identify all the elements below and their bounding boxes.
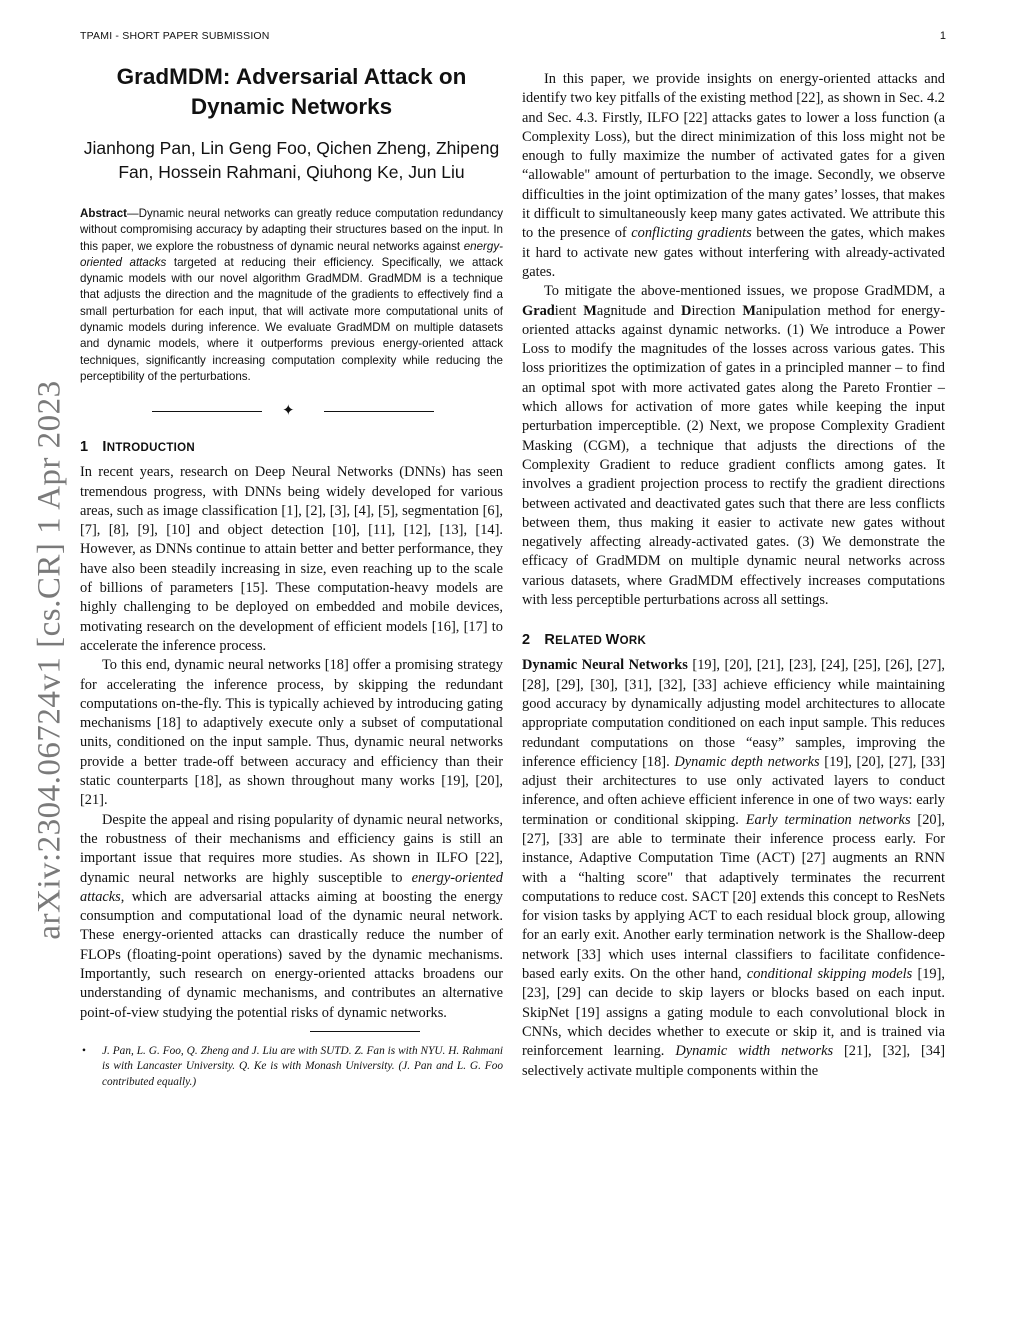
section-heading-introduction: 1 INTRODUCTION — [80, 439, 195, 456]
intro-paragraph-1: In recent years, research on Deep Neural Networks (DNNs) has seen tremendous progress, with DNNs being widely developed for various areas, such as image classification [1], [2], [3], [4], [5], segmentation [6], [7], [8], [9], [10] and object detection [10], [11], [12], [13], [14]. However, as DNNs continue to attain better and better performance, they have also been steadily increasing in size, even reaching up to the scale of billions of parameters [15]. These computation-heavy models are highly challenging to be deployed on embedded and mobile devices, motivating research on the development of efficient models [16], [17] to accelerate the inference process. — [80, 464, 503, 654]
arxiv-stamp — [20, 360, 80, 960]
abstract: Abstract—Dynamic neural networks can greatly reduce computation redundancy without compromising accuracy by adapting their structures based on the input. In this paper, we explore the robustness of dynamic neural networks against energy-oriented attacks targeted at reducing their efficiency. Specifically, we attack dynamic models with our novel algorithm GradMDM. GradMDM is a technique that adjusts the direction and the magnitude of the gradients to effectively find a small perturbation for each input, that will activate more computational units of dynamic models during inference. We evaluate GradMDM on multiple datasets and dynamic models, where it outperforms previous energy-oriented attack techniques, significantly increasing computation complexity while reducing the perceptibility of the perturbations. — [80, 207, 503, 383]
abstract-label: Abstract — [80, 207, 128, 220]
abstract-divider — [80, 401, 503, 421]
affiliation-footnote: • J. Pan, L. G. Foo, Q. Zheng and J. Liu are with SUTD. Z. Fan is with NYU. H. Rahmani is with Lancaster University. Q. Ke is with Monash University. (J. Pan and L. G. Foo contributed equally.) — [82, 1044, 503, 1088]
page-number: 1 — [939, 30, 946, 42]
divider-line-right — [324, 411, 434, 412]
intro-paragraph-4: In this paper, we provide insights on energy-oriented attacks and identify two key pitfalls of the existing method [22], as shown in Sec. 4.2 and Sec. 4.3. Firstly, ILFO [22] attacks gates to lower a loss function (a Complexity Loss), but the direct minimization of this loss might not be enough to fully maximize the number of activated gates for a given “allowable" amount of perturbation to the image. Secondly, we observe difficulties in the joint optimization of the many gates’ losses, that makes it difficult to simultaneously keep many gates activated. We attribute this to the presence of conflicting gradients between the gates, which makes it hard to activate new gates without interfering with already-activated gates. — [522, 71, 945, 280]
divider-star-icon: ✦ — [282, 401, 295, 420]
related-work-lead: Dynamic Neural Networks — [522, 657, 688, 674]
intro-paragraph-5: To mitigate the above-mentioned issues, we propose GradMDM, a Gradient Magnitude and Direction Manipulation method for energy-oriented attacks against dynamic networks. (1) We introduce a Power Loss to modify the magnitudes of the losses across various gates. This loss prioritizes the optimization of gates in a principled manner – to find an optimal spot with more activated gates along the Pareto Frontier – which allows for activation of more gates while keeping the input perturbation imperceptible. (2) Next, we propose Complexity Gradient Masking (CGM), a technique that adjusts the directions of the Complexity Gradient to reduce gradient conflicts among gates. It involves a gradient projection process to rectify the gradient directions between activated and deactivated gates such that there are less conflicts between them, thus making it easier to activate new gates without negatively affecting already-activated gates. (3) We demonstrate the efficacy of GradMDM on multiple dynamic neural networks across various datasets, where GradMDM effectively increases computations with less perceptible perturbations across all settings. — [522, 283, 946, 609]
intro-paragraph-2: To this end, dynamic neural networks [18] offer a promising strategy for accelerating the inference process, by skipping the redundant computations on-the-fly. This is typically achieved by introducing gating mechanisms [18] to adaptively execute only a subset of computational units, conditioned on the input sample. Thus, dynamic neural networks provide a better trade-off between accuracy and efficiency than their static counterparts [18], as shown throughout many works [19], [20], [21]. — [80, 657, 503, 809]
author-list: Jianhong Pan, Lin Geng Foo, Qichen Zheng, Zhipeng Fan, Hossein Rahmani, Qiuhong Ke, Jun Liu — [83, 138, 500, 182]
related-work-paragraph: Dynamic Neural Networks [19], [20], [21], [23], [24], [25], [26], [27], [28], [29], [30], [31], [32], [33] achieve efficiency while maintaining good accuracy by dynamically adjusting model architectures to allocate appropriate computation conditioned on each input sample. This reduces redundant computations on those “easy” samples, improving the inference efficiency [18]. Dynamic depth networks [19], [20], [27], [33] adjust their architectures to use only activated layers to conduct inference, and often achieve efficient inference in one of two ways: early termination or conditional skipping. Early termination networks [20], [27], [33] are able to terminate their inference process early. For instance, Adaptive Computation Time (ACT) [27] augments an RNN with a “halting score" that adaptively terminates the recurrent computations to reduce cost. SACT [20] extends this concept to ResNets for vision tasks by applying ACT to each residual block group, allowing for an early exit. Another early termination network is the Shallow-deep network [33] which uses internal classifiers to facilitate confidence-based early exits. On the other hand, conditional skipping models [19], [23], [29] can decide to skip layers or blocks based on each input. SkipNet [19] assigns a gating module to each convolutional block in CNNs, which decides whether to execute or skip it, and is trained via reinforcement learning. Dynamic width networks [21], [32], [34] selectively activate multiple components within the — [522, 657, 946, 1079]
right-column — [522, 70, 945, 1081]
left-column — [80, 62, 503, 1090]
footnote-rule — [310, 1031, 420, 1032]
paper-title: GradMDM: Adversarial Attack on Dynamic Networks — [116, 64, 467, 119]
section-spacer — [522, 610, 945, 632]
divider-line-left — [152, 411, 262, 412]
intro-paragraph-3: Despite the appeal and rising popularity of dynamic neural networks, the robustness of their mechanisms and efficiency gains is still an important issue that requires more studies. As shown in ILFO [22], dynamic neural networks are highly susceptible to energy-oriented attacks, which are adversarial attacks aiming at boosting the energy consumption and computational load of the dynamic neural network. These energy-oriented attacks can drastically reduce the number of FLOPs (floating-point operations) saved by the dynamic mechanisms. Importantly, such research on energy-oriented attacks broadens our understanding of dynamic mechanisms, and contributes an alternative point-of-view studying the potential risks of dynamic networks. — [80, 811, 503, 1021]
section-heading-related-work: 2 RELATED WORK — [522, 632, 647, 649]
footnote-bullet: • — [82, 1044, 86, 1057]
running-header: TPAMI - SHORT PAPER SUBMISSION — [80, 30, 270, 42]
arxiv-stamp-text: arXiv:2304.06724v1 [cs.CR] 1 Apr 2023 — [31, 380, 68, 940]
